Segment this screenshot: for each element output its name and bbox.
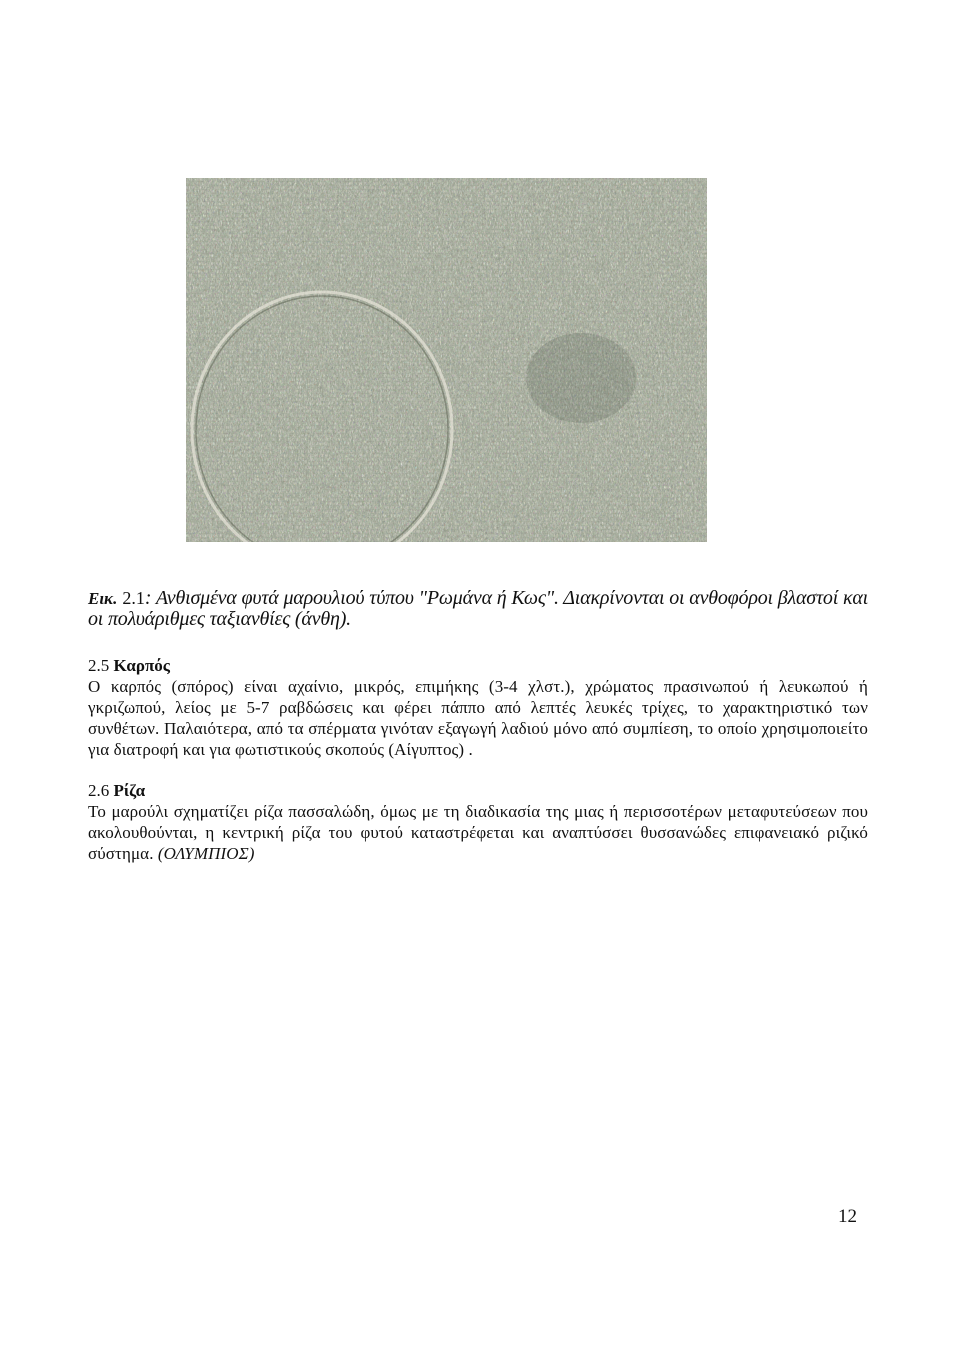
section-root-title: Ρίζα [113,781,146,800]
section-root-number: 2.6 [88,781,110,800]
section-fruit-heading [88,655,868,676]
caption-text: : Ανθισμένα φυτά μαρουλιού τύπου "Ρωμάνα ή Κως". Διακρίνονται οι ανθοφόροι βλαστοί και οι πολυάριθμες ταξιανθίες (άνθη). [88,587,869,630]
photo-canvas [186,178,707,542]
section-root-body: Το μαρούλι σχηματίζει ρίζα πασσαλώδη, όμως με τη διαδικασία της μιας ή περισσοτέρων μεταφυτεύσεων που ακολουθούνται, η κεντρική ρίζα του φυτού καταστρέφεται και αναπτύσσει θυσσανώδες επιφανειακό ριζικό σύστημα. [88,802,868,863]
section-root [88,780,868,864]
section-root-paragraph [88,801,868,864]
section-fruit [88,655,868,760]
section-root-heading [88,780,868,801]
lettuce-flowering-photo [186,178,707,542]
page-number: 12 [838,1206,857,1227]
caption-label: Εικ. [88,589,118,608]
section-fruit-body: Ο καρπός (σπόρος) είναι αχαίνιο, μικρός, επιμήκης (3-4 χλστ.), χρώματος πρασινωπού ή λευκωπού ή γκριζωπού, λείος με 5-7 ραβδώσεις και φέρει πάππο από λεπτές λευκές τρίχες, το χαρακτηριστικό των συνθέτων. Παλαιότερα, από τα σπέρματα γινόταν εξαγωγή λαδιού μόνο από συμπίεση, το οποίο χρησιμοποιείτο για διατροφή και για φωτιστικούς σκοπούς (Αίγυπτος) . [88,677,868,759]
section-fruit-number: 2.5 [88,656,110,675]
section-fruit-title: Καρπός [113,656,170,675]
section-root-reference: (ΟΛΥΜΠΙΟΣ) [157,844,255,863]
figure-caption [88,588,868,629]
caption-number: 2.1 [122,588,145,608]
